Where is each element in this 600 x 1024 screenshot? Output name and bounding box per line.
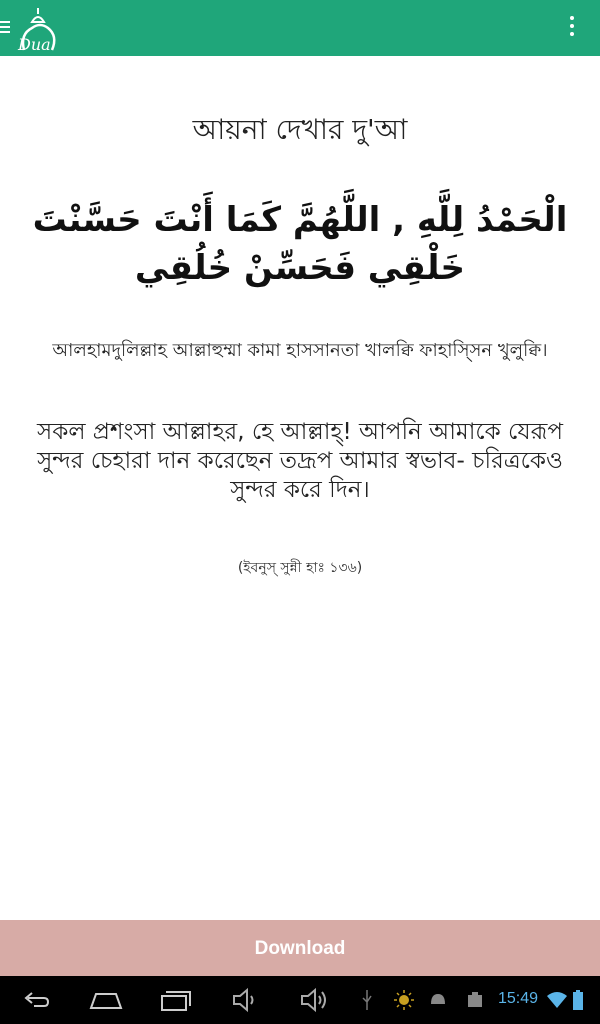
status-clock: 15:49 xyxy=(498,990,539,1007)
wifi-icon xyxy=(546,986,568,1014)
hamburger-menu-icon[interactable] xyxy=(0,18,12,38)
battery-icon xyxy=(572,986,584,1014)
usb-icon xyxy=(360,986,374,1014)
dua-transliteration: আলহামদুলিল্লাহ আল্লাহুম্মা কামা হাসসানতা খালক্বি ফাহাস্সিন খুলুক্বি। xyxy=(52,340,548,361)
download-button[interactable]: Download xyxy=(0,920,600,976)
dua-title: আয়না দেখার দু'আ xyxy=(192,113,408,146)
more-vert-icon[interactable] xyxy=(566,16,578,40)
back-icon[interactable] xyxy=(20,986,52,1014)
brightness-icon xyxy=(394,986,414,1014)
dua-content xyxy=(0,56,600,920)
volume-down-icon[interactable] xyxy=(230,986,260,1014)
logo-text: Dua xyxy=(18,35,51,54)
home-icon[interactable] xyxy=(88,986,124,1014)
system-nav-bar xyxy=(0,976,600,1024)
dua-logo xyxy=(16,4,62,54)
dua-meaning: সকল প্রশংসা আল্লাহর, হে আল্লাহ্! আপনি আমাকে যেরূপ সুন্দর চেহারা দান করেছেন তদ্রূপ আমার স্বভাব- চরিত্রকেও সুন্দর করে দিন। xyxy=(37,419,563,503)
dua-reference: (ইবনুস্ সুন্নী হাঃ ১৩৬) xyxy=(237,560,363,576)
recent-apps-icon[interactable] xyxy=(158,986,192,1014)
volume-up-icon[interactable] xyxy=(298,986,330,1014)
screenshot-icon xyxy=(466,986,484,1014)
app-bar xyxy=(0,0,600,56)
android-debug-icon xyxy=(428,986,448,1014)
dua-arabic-text: الْحَمْدُ لِلَّهِ , اللَّهُمَّ كَمَا أَنْتَ حَسَّنْتَ خَلْقِي فَحَسِّنْ خُلُقِي xyxy=(32,200,568,288)
